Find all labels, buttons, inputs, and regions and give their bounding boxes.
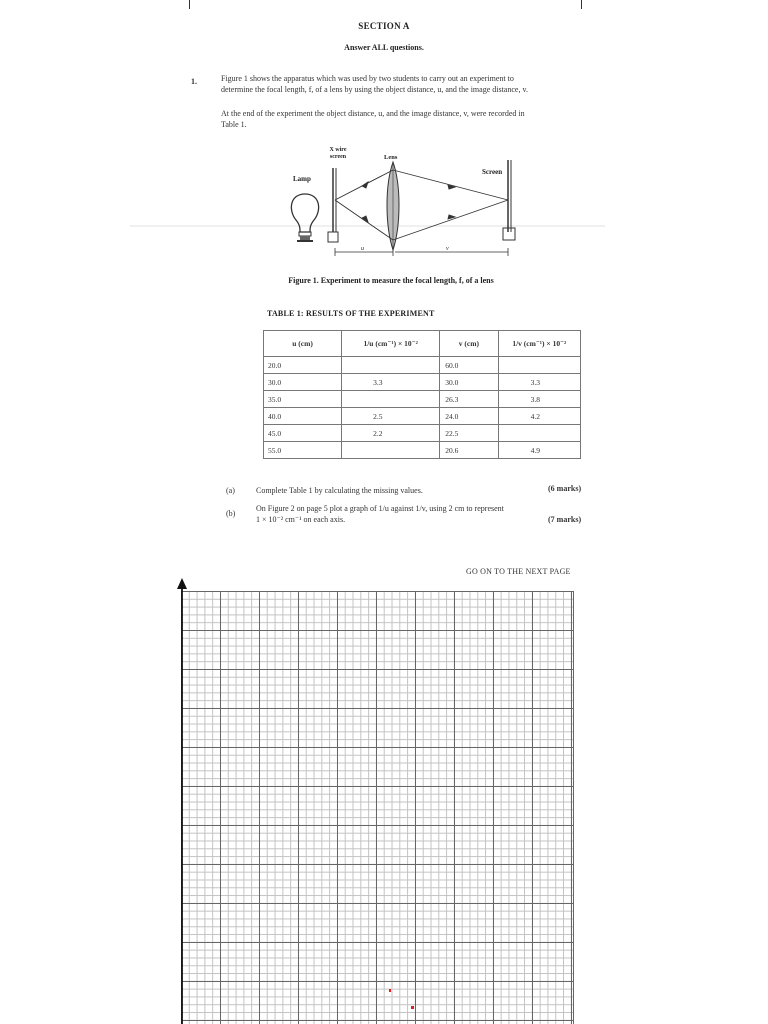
cell-one-over-u: 2.2: [342, 425, 440, 442]
cell-one-over-v: 3.3: [498, 374, 580, 391]
x-wire-label-line-1: X wire: [329, 147, 347, 153]
cell-u: 35.0: [264, 391, 342, 408]
part-b-line-1: On Figure 2 on page 5 plot a graph of 1/u against 1/v, using 2 cm to represent: [256, 504, 504, 513]
red-annotation-mark: [411, 1006, 414, 1009]
part-a-label: (a): [226, 486, 235, 495]
record-line-2: Table 1.: [221, 120, 247, 129]
part-b-line-2: 1 × 10⁻² cm⁻¹ on each axis.: [256, 515, 346, 524]
cell-v: 20.6: [440, 442, 498, 459]
cell-one-over-u: [342, 442, 440, 459]
header-u: u (cm): [264, 331, 342, 357]
intro-line-2: determine the focal length, f, of a lens by using the object distance, u, and the image distance, v.: [221, 85, 528, 94]
table-header-row: [264, 331, 581, 357]
record-line-1: At the end of the experiment the object distance, u, and the image distance, v, were recorded in: [221, 109, 525, 118]
x-wire-screen: [328, 168, 338, 242]
y-axis-arrow-icon: [177, 578, 187, 589]
cell-one-over-v: 3.8: [498, 391, 580, 408]
cell-u: 20.0: [264, 357, 342, 374]
lens-label: Lens: [384, 154, 398, 161]
table-row: [264, 408, 581, 425]
cell-u: 55.0: [264, 442, 342, 459]
next-page-notice: GO ON TO THE NEXT PAGE: [466, 567, 571, 576]
cell-one-over-u: [342, 391, 440, 408]
table-row: [264, 442, 581, 459]
y-axis: [176, 578, 188, 1024]
screen-label: Screen: [482, 168, 503, 176]
part-b-marks: (7 marks): [548, 515, 582, 524]
intro-line-1: Figure 1 shows the apparatus which was used by two students to carry out an experiment to: [221, 74, 514, 83]
cell-one-over-v: 4.2: [498, 408, 580, 425]
page-edge-mark-right: [581, 0, 582, 9]
graph-paper[interactable]: [181, 591, 574, 1024]
header-v: v (cm): [440, 331, 498, 357]
cell-v: 30.0: [440, 374, 498, 391]
record-text: [221, 108, 586, 130]
lamp-label: Lamp: [293, 175, 311, 183]
part-b-text: [256, 503, 590, 525]
lamp-icon: [291, 194, 318, 242]
figure-caption: Figure 1. Experiment to measure the focal length, f, of a lens: [288, 276, 494, 285]
question-number: 1.: [191, 77, 197, 86]
cell-u: 40.0: [264, 408, 342, 425]
cell-v: 60.0: [440, 357, 498, 374]
cell-u: 30.0: [264, 374, 342, 391]
cell-u: 45.0: [264, 425, 342, 442]
cell-one-over-u: 2.5: [342, 408, 440, 425]
cell-one-over-u: [342, 357, 440, 374]
header-one-over-u: 1/u (cm⁻¹) × 10⁻²: [342, 331, 440, 357]
light-rays: [335, 170, 508, 240]
cell-v: 24.0: [440, 408, 498, 425]
table-row: [264, 374, 581, 391]
cell-one-over-v: [498, 425, 580, 442]
x-wire-screen-label: [318, 147, 358, 161]
table-row: [264, 391, 581, 408]
instruction-text: Answer ALL questions.: [344, 43, 424, 52]
x-wire-label-line-2: screen: [329, 154, 347, 160]
cell-one-over-v: [498, 357, 580, 374]
section-heading: SECTION A: [358, 21, 410, 31]
question-intro: [221, 73, 586, 95]
table-title: TABLE 1: RESULTS OF THE EXPERIMENT: [267, 309, 435, 318]
part-a-marks: (6 marks): [548, 484, 582, 493]
table-row: [264, 425, 581, 442]
screen-icon: [503, 160, 515, 240]
cell-v: 22.5: [440, 425, 498, 442]
red-annotation-mark: [389, 989, 391, 992]
part-b-label: (b): [226, 509, 236, 518]
u-distance-label: u: [361, 246, 364, 252]
table-row: [264, 357, 581, 374]
cell-one-over-u: 3.3: [342, 374, 440, 391]
part-a-text: Complete Table 1 by calculating the missing values.: [256, 486, 423, 495]
header-one-over-v: 1/v (cm⁻¹) × 10⁻²: [498, 331, 580, 357]
page-edge-mark-left: [189, 0, 190, 9]
v-distance-label: v: [446, 246, 449, 252]
results-table: [263, 330, 581, 459]
experiment-diagram: [130, 140, 610, 275]
cell-v: 26.3: [440, 391, 498, 408]
cell-one-over-v: 4.9: [498, 442, 580, 459]
